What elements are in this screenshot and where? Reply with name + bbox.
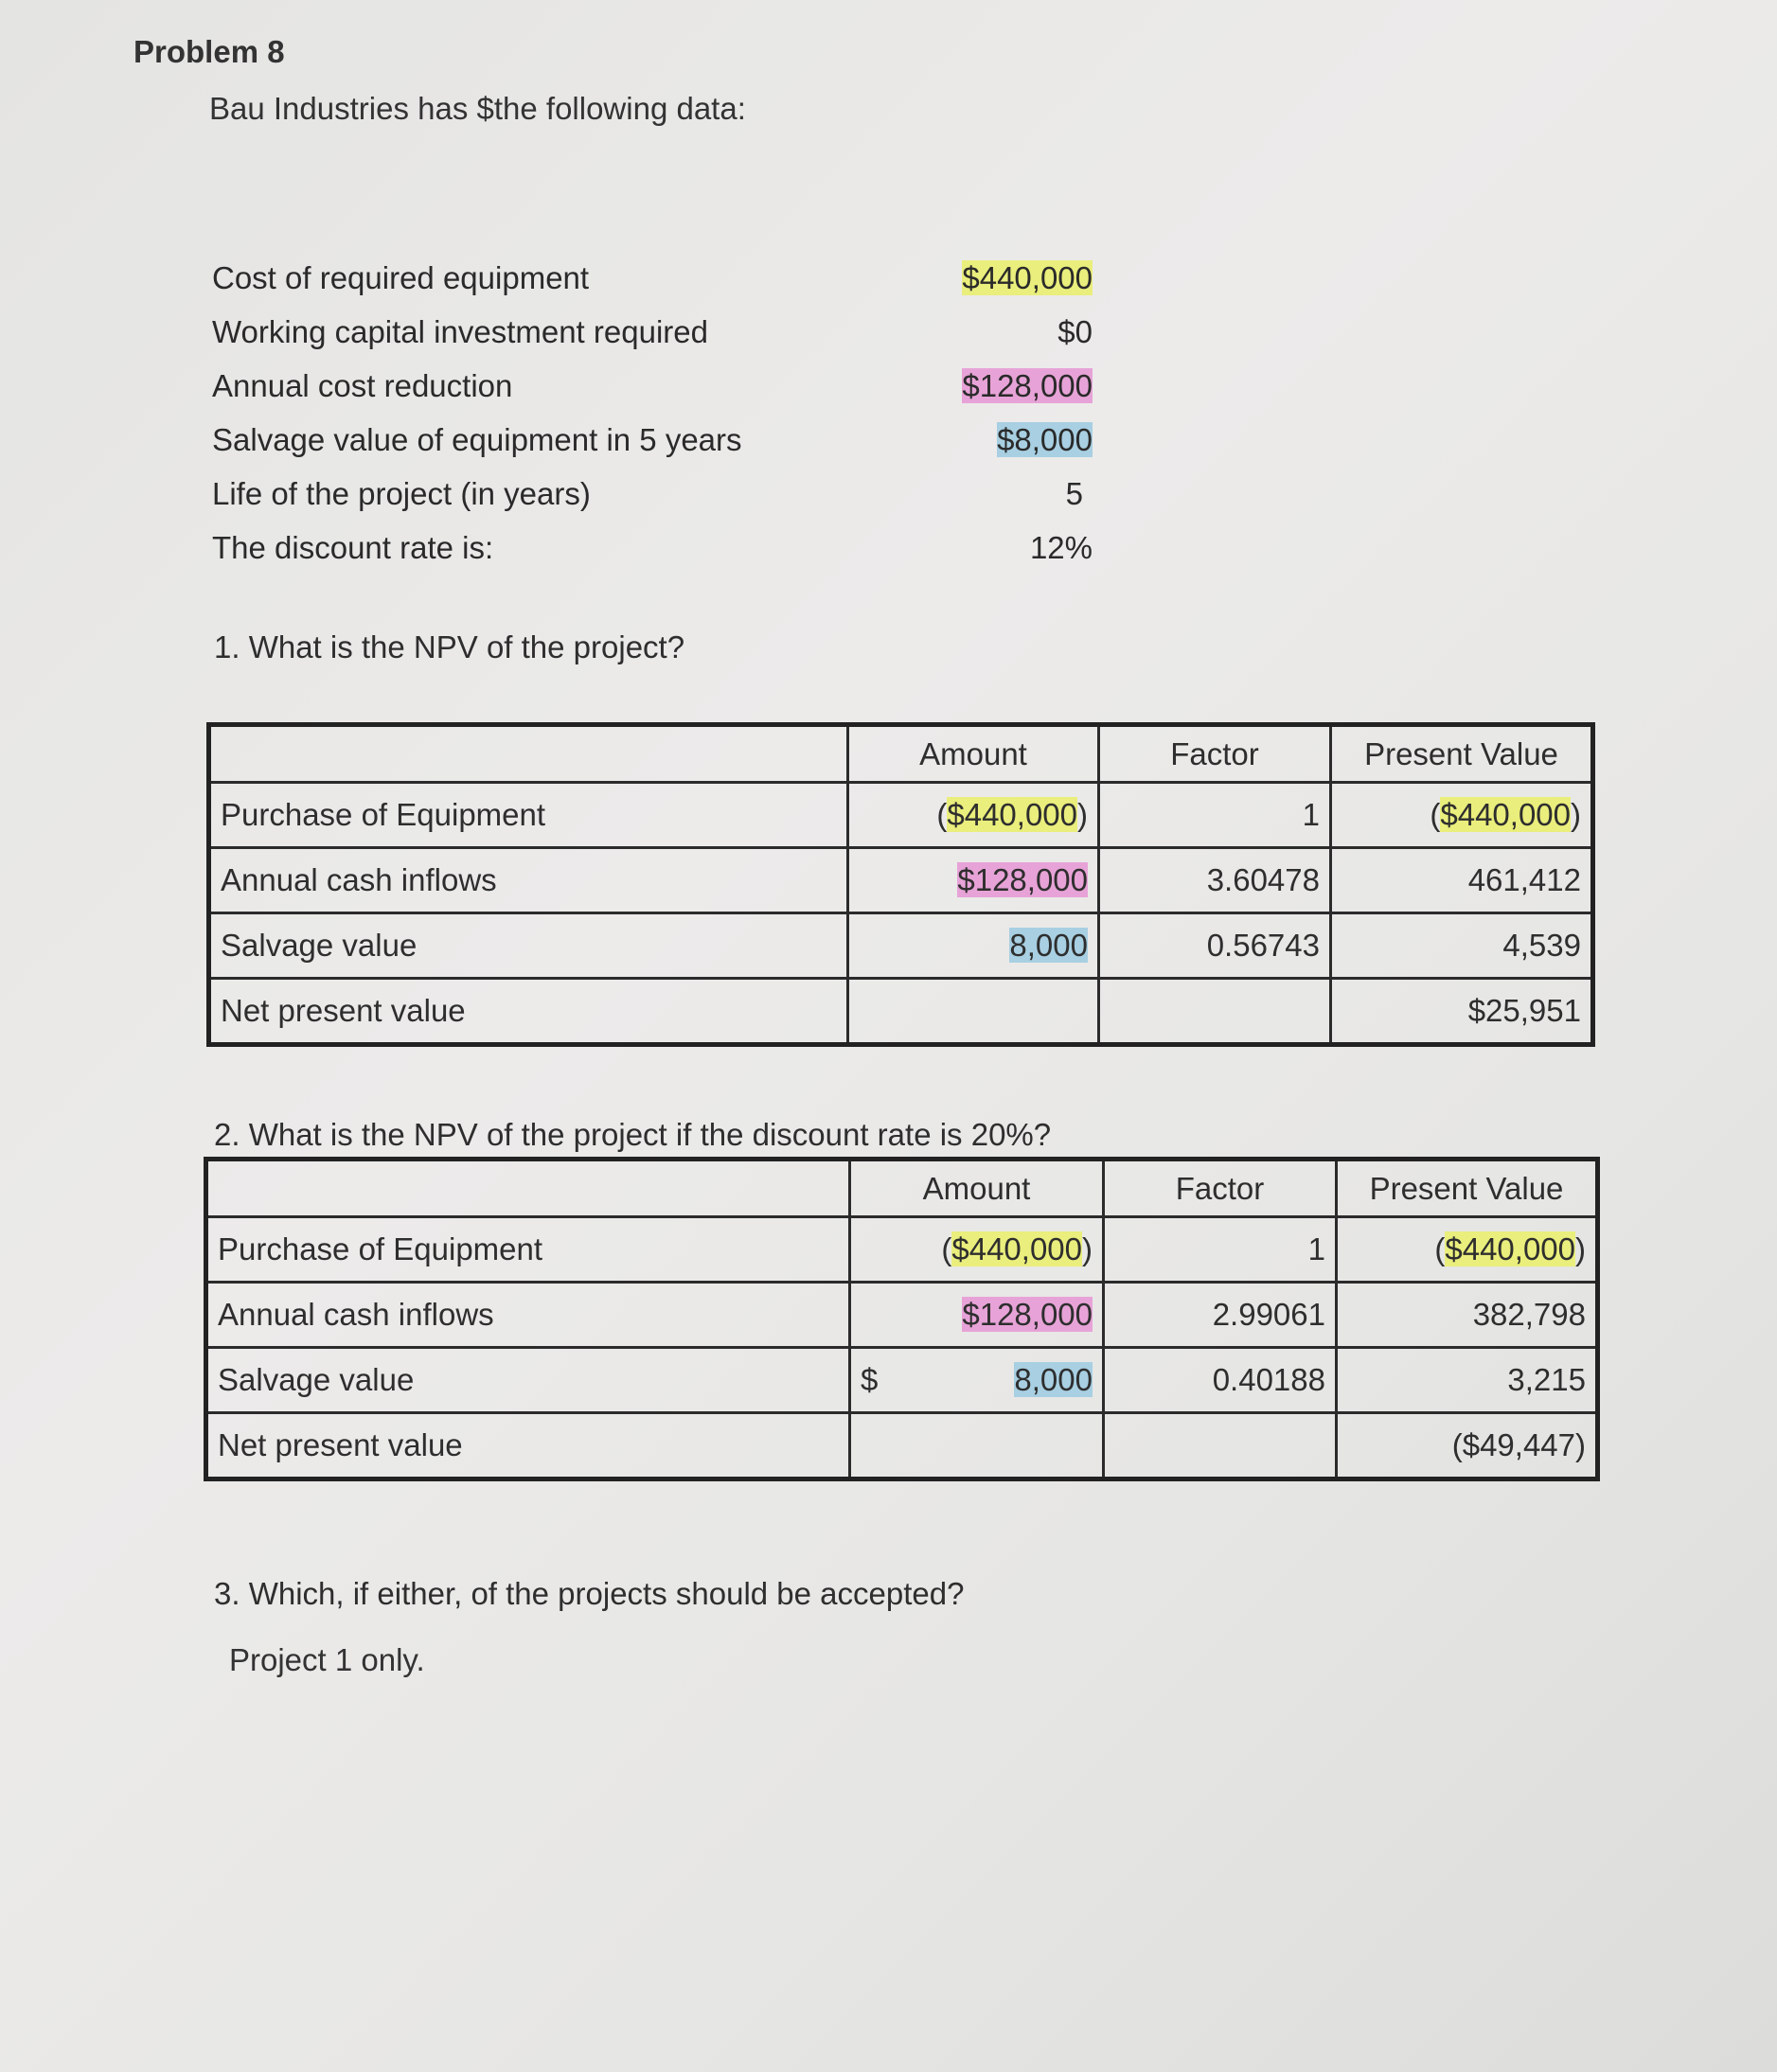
pv-cell: $25,951 xyxy=(1331,979,1593,1045)
given-label: Life of the project (in years) xyxy=(212,475,591,511)
factor-cell: 0.56743 xyxy=(1099,913,1331,979)
factor-cell: 2.99061 xyxy=(1104,1283,1337,1348)
intro-text: Bau Industries has $the following data: xyxy=(209,91,746,126)
pv-cell: 382,798 xyxy=(1337,1283,1598,1348)
problem-title: Problem 8 xyxy=(133,34,285,69)
answer-text: Project 1 only. xyxy=(229,1642,425,1677)
question-2: 2. What is the NPV of the project if the discount rate is 20%? xyxy=(214,1117,1052,1152)
amount-cell xyxy=(848,979,1099,1045)
dollar-sign: $ xyxy=(861,1362,879,1397)
row-label: Salvage value xyxy=(206,1348,850,1413)
factor-cell: 3.60478 xyxy=(1099,848,1331,913)
pv-cell: 3,215 xyxy=(1337,1348,1598,1413)
row-label: Purchase of Equipment xyxy=(209,783,848,848)
table-row xyxy=(209,783,1593,848)
given-value: 12% xyxy=(1029,529,1093,565)
given-value: $440,000 xyxy=(962,259,1093,295)
given-data-list xyxy=(212,251,1093,575)
amount-cell: $128,000 xyxy=(848,848,1099,913)
question-1: 1. What is the NPV of the project? xyxy=(214,629,685,664)
given-row xyxy=(212,467,1093,521)
table-row xyxy=(209,848,1593,913)
question-3: 3. Which, if either, of the projects should be accepted? xyxy=(214,1576,965,1611)
header-factor: Factor xyxy=(1104,1160,1337,1217)
given-row xyxy=(212,521,1093,575)
pv-cell: 461,412 xyxy=(1331,848,1593,913)
header-blank-cell xyxy=(206,1160,850,1217)
given-row xyxy=(212,251,1093,305)
row-label: Annual cash inflows xyxy=(209,848,848,913)
header-amount: Amount xyxy=(850,1160,1104,1217)
given-value: $8,000 xyxy=(997,421,1093,457)
table-row xyxy=(206,1413,1598,1479)
given-label: Salvage value of equipment in 5 years xyxy=(212,421,742,457)
factor-cell: 1 xyxy=(1104,1217,1337,1283)
given-label: Working capital investment required xyxy=(212,313,708,349)
given-value: 5 xyxy=(1065,475,1083,511)
table-row xyxy=(209,979,1593,1045)
factor-cell: 0.40188 xyxy=(1104,1348,1337,1413)
amount-cell: 8,000 xyxy=(848,913,1099,979)
factor-cell xyxy=(1099,979,1331,1045)
factor-cell: 1 xyxy=(1099,783,1331,848)
amount-cell: ($440,000) xyxy=(850,1217,1104,1283)
header-present-value: Present Value xyxy=(1331,725,1593,783)
pv-cell: 4,539 xyxy=(1331,913,1593,979)
given-row xyxy=(212,413,1093,467)
row-label: Purchase of Equipment xyxy=(206,1217,850,1283)
given-value: $0 xyxy=(1057,313,1093,349)
row-label: Annual cash inflows xyxy=(206,1283,850,1348)
row-label: Salvage value xyxy=(209,913,848,979)
npv-table-12-percent xyxy=(206,722,1595,1047)
row-label: Net present value xyxy=(209,979,848,1045)
table-row xyxy=(206,1348,1598,1413)
amount-cell xyxy=(850,1413,1104,1479)
header-factor: Factor xyxy=(1099,725,1331,783)
table-header-row xyxy=(209,725,1593,783)
row-label: Net present value xyxy=(206,1413,850,1479)
given-value: $128,000 xyxy=(962,367,1093,403)
pv-cell: ($440,000) xyxy=(1337,1217,1598,1283)
npv-table-20-percent xyxy=(204,1157,1600,1481)
table-row xyxy=(209,913,1593,979)
table-header-row xyxy=(206,1160,1598,1217)
table-row xyxy=(206,1283,1598,1348)
given-label: The discount rate is: xyxy=(212,529,494,565)
header-amount: Amount xyxy=(848,725,1099,783)
header-blank-cell xyxy=(209,725,848,783)
given-label: Cost of required equipment xyxy=(212,259,590,295)
table-row xyxy=(206,1217,1598,1283)
given-label: Annual cost reduction xyxy=(212,367,513,403)
amount-cell: $128,000 xyxy=(850,1283,1104,1348)
amount-cell: $ 8,000 xyxy=(850,1348,1104,1413)
given-row xyxy=(212,305,1093,359)
pv-cell: ($440,000) xyxy=(1331,783,1593,848)
given-row xyxy=(212,359,1093,413)
header-present-value: Present Value xyxy=(1337,1160,1598,1217)
factor-cell xyxy=(1104,1413,1337,1479)
pv-cell: ($49,447) xyxy=(1337,1413,1598,1479)
amount-cell: ($440,000) xyxy=(848,783,1099,848)
